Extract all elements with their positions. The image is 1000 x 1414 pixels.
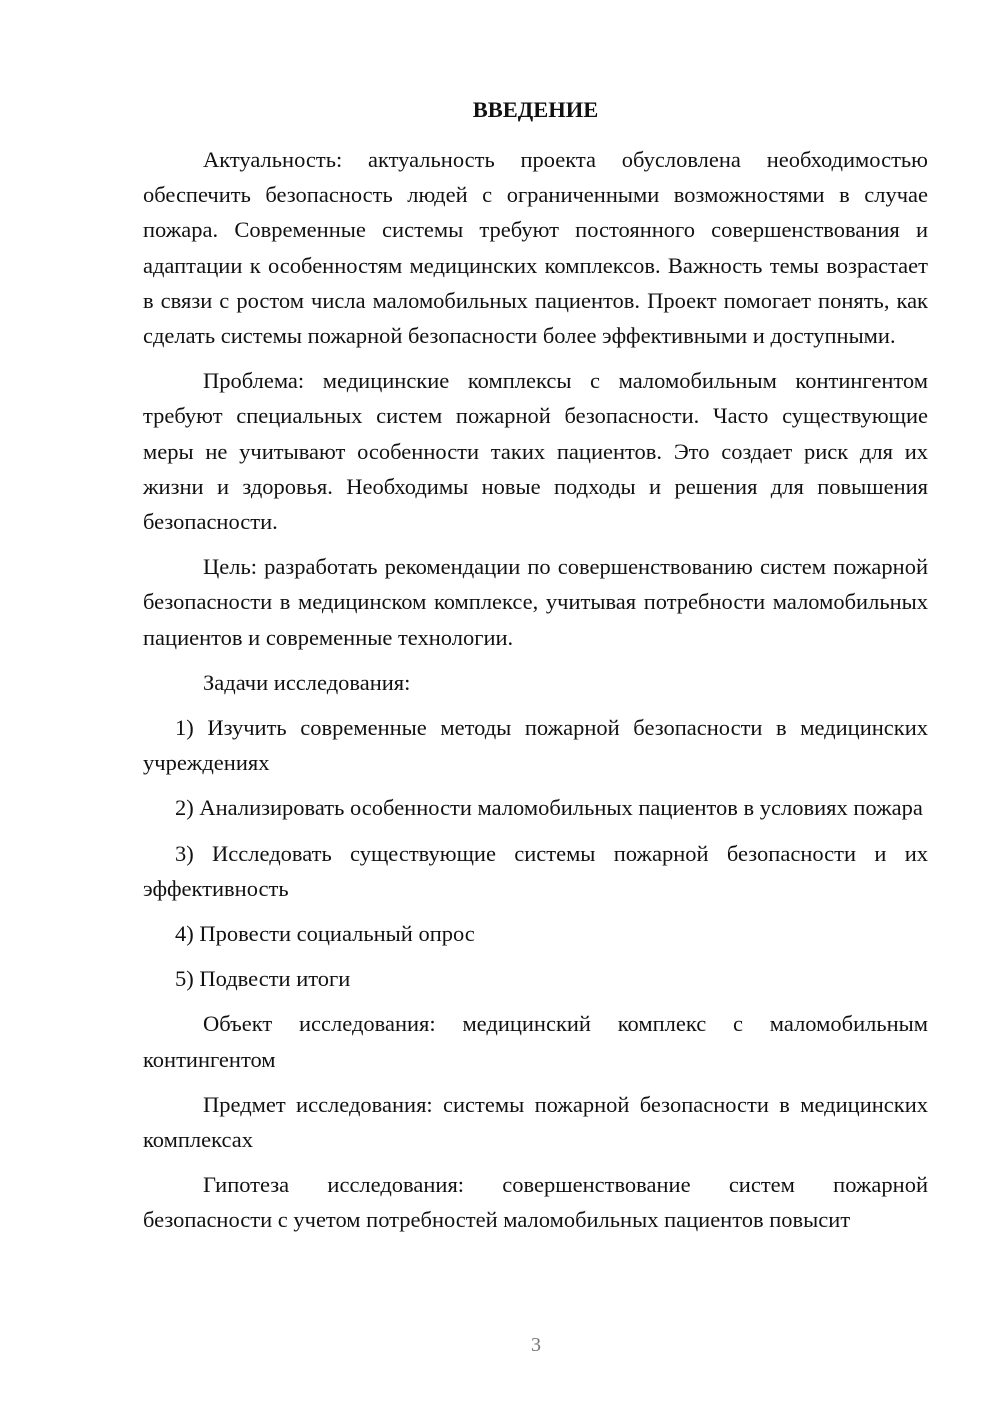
tasks-heading: Задачи исследования:	[203, 669, 411, 695]
paragraph-goal: Цель: разработать рекомендации по совершенствованию систем пожарной безопасности в медицинском комплексе, учитывая потребности маломобильных пациентов и современные технологии.	[143, 554, 928, 650]
paragraph-subject: Предмет исследования: системы пожарной безопасности в медицинских комплексах	[143, 1091, 928, 1153]
page-content	[143, 95, 928, 1248]
task-item-5: 5) Подвести итоги	[175, 966, 351, 992]
paragraph-relevance: Актуальность: актуальность проекта обусловлена необходимостью обеспечить безопасность людей с ограниченными возможностями в случае пожара. Современные системы требуют постоянного совершенствования и адаптации к особенностям медицинских комплексов. Важность темы возрастает в связи с ростом числа маломобильных пациентов. Проект помогает понять, как сделать системы пожарной безопасности более эффективными и доступными.	[143, 147, 928, 349]
paragraph-problem: Проблема: медицинские комплексы с маломобильным контингентом требуют специальных систем пожарной безопасности. Часто существующие меры не учитывают особенности таких пациентов. Это создает риск для их жизни и здоровья. Необходимы новые подходы и решения для повышения безопасности.	[143, 368, 928, 535]
task-item-4: 4) Провести социальный опрос	[175, 921, 475, 947]
task-item-1: 1) Изучить современные методы пожарной безопасности в медицинских учреждениях	[143, 715, 928, 776]
page-number: 3	[531, 1334, 541, 1356]
task-item-2: 2) Анализировать особенности маломобильных пациентов в условиях пожара	[175, 795, 923, 821]
task-item-3: 3) Исследовать существующие системы пожарной безопасности и их эффективность	[143, 840, 928, 901]
paragraph-object: Объект исследования: медицинский комплекс с маломобильным контингентом	[143, 1011, 928, 1072]
paragraph-hypothesis: Гипотеза исследования: совершенствование систем пожарной безопасности с учетом потребностей маломобильных пациентов повысит	[143, 1172, 928, 1233]
section-title: ВВЕДЕНИЕ	[472, 97, 599, 122]
